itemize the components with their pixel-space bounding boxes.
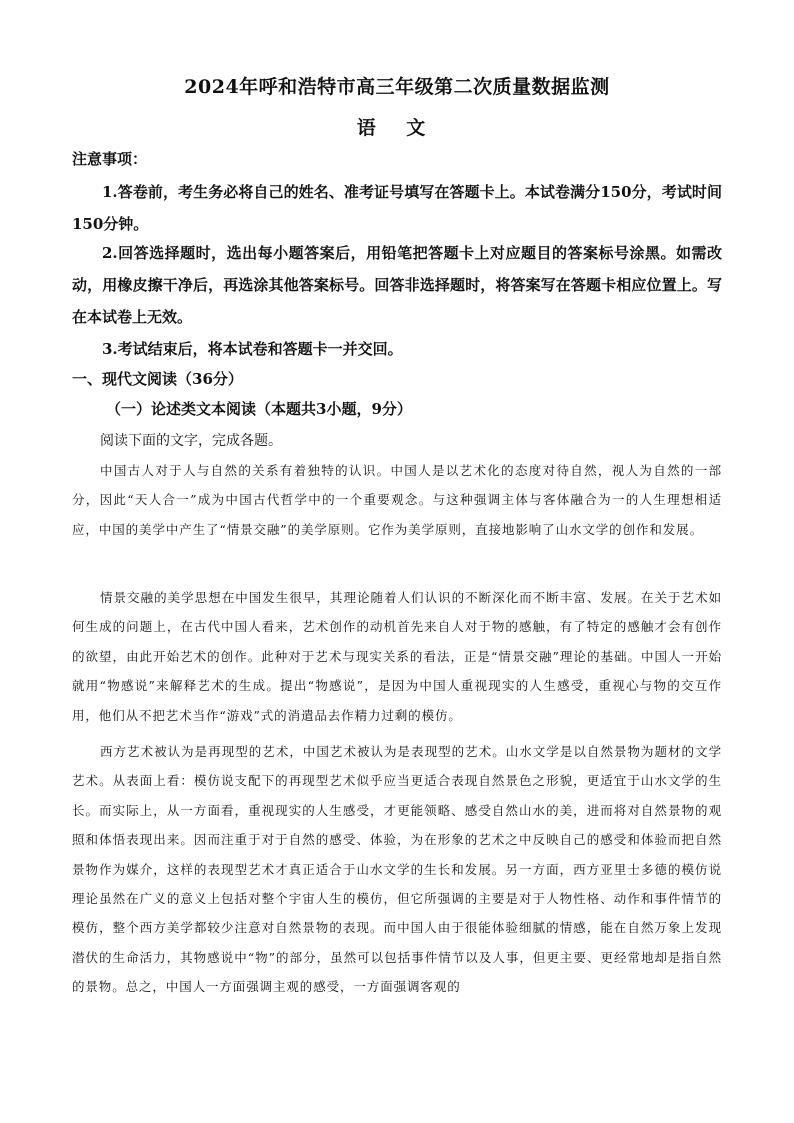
passage-paragraph: 中国古人对于人与自然的关系有着独特的认识。中国人是以艺术化的态度对待自然，视人为自然的一部分，因此“天人合一”成为中国古代哲学中的一个重要观念。与这种强调主体与客体融合为一的人生理想相适应，中国的美学中产生了“情景交融”的美学原则。它作为美学原则，直接地影响了山水文学的创作和发展。 (72, 463, 722, 537)
subsection-heading: （一）论述类文本阅读（本题共3小题，9分） (106, 400, 412, 418)
subject-title: 语 文 (356, 117, 438, 139)
reading-instruction: 阅读下面的文字，完成各题。 (100, 433, 282, 449)
notice-item: 2.回答选择题时，选出每小题答案后，用铅笔把答题卡上对应题目的答案标号涂黑。如需改动，用橡皮擦干净后，再选涂其他答案标号。回答非选择题时，将答案写在答题卡相应位置上。写在本试卷上无效。 (72, 244, 722, 326)
passage-paragraph: 西方艺术被认为是再现型的艺术，中国艺术被认为是表现型的艺术。山水文学是以自然景物为题材的文学艺术。从表面上看：模仿说支配下的再现型艺术似乎应当更适合表现自然景色之形貌，更适宜于山水文学的生长。而实际上，从一方面看，重视现实的人生感受，才更能领略、感受自然山水的美，进而将对自然景物的观照和体悟表现出来。因而注重于对于自然的感受、体验，为在形象的艺术之中反映自己的感受和体验而把自然景物作为媒介，这样的表现型艺术才真正适合于山水文学的生长和发展。另一方面，西方亚里士多德的模仿说理论虽然在广义的意义上包括对整个宇宙人生的模仿，但它所强调的主要是对于人物性格、动作和事件情节的模仿，整个西方美学都较少注意对自然景物的表现。而中国人由于很能体验细腻的情感，能在自然万象上发现潜伏的生命活力，其物感说中“物”的部分，虽然可以包括事件情节以及人事，但更主要、更经常地却是指自然的景物。总之，中国人一方面强调主观的感受，一方面强调客观的 (72, 744, 722, 995)
notice-item: 3.考试结束后，将本试卷和答题卡一并交回。 (102, 340, 403, 358)
exam-title: 2024年呼和浩特市高三年级第二次质量数据监测 (184, 76, 610, 98)
section-heading: 一、现代文阅读（36分） (72, 370, 243, 388)
passage-paragraph: 情景交融的美学思想在中国发生很早，其理论随着人们认识的不断深化而不断丰富、发展。在关于艺术如何生成的问题上，在古代中国人看来，艺术创作的动机首先来自人对于物的感触，有了特定的感触才会有创作的欲望，由此开始艺术的创作。此种对于艺术与现实关系的看法，正是“情景交融”理论的基础。中国人一开始就用“物感说”来解释艺术的生成。提出“物感说”，是因为中国人重视现实的人生感受，重视心与物的交互作用，他们从不把艺术当作“游戏”式的消遣品去作精力过剩的模仿。 (72, 590, 722, 723)
notice-heading: 注意事项： (72, 150, 148, 168)
notice-item: 1.答卷前，考生务必将自己的姓名、准考证号填写在答题卡上。本试卷满分150分，考试时间 150分钟。 (72, 183, 722, 233)
